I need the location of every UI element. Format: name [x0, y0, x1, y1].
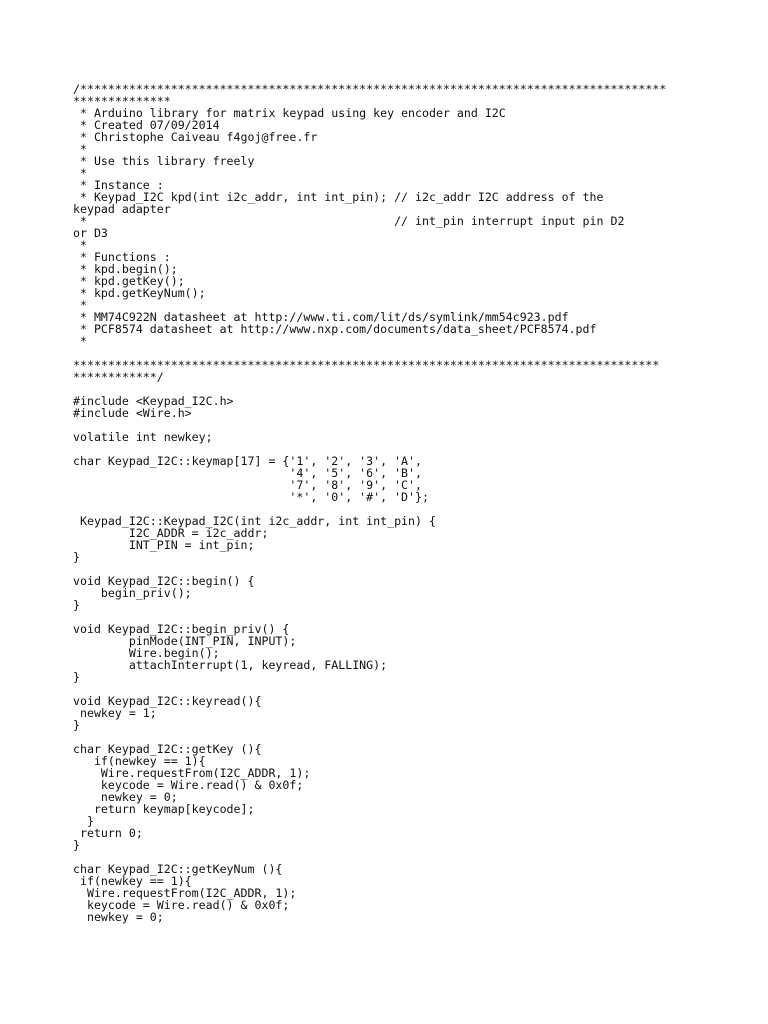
- code-line: * kpd.getKey();: [73, 274, 185, 288]
- code-line: * Functions :: [73, 250, 171, 264]
- code-line: keycode = Wire.read() & 0x0f;: [73, 898, 290, 912]
- code-line: return 0;: [73, 826, 143, 840]
- code-line: * Christophe Caiveau f4goj@free.fr: [73, 130, 318, 144]
- code-line: * // int_pin interrupt input pin D2: [73, 214, 625, 228]
- code-line: Wire.requestFrom(I2C_ADDR, 1);: [73, 886, 297, 900]
- code-line: *: [73, 298, 87, 312]
- code-line: or D3: [73, 226, 108, 240]
- code-line: * Keypad_I2C kpd(int i2c_addr, int int_pin); // i2c_addr I2C address of the: [73, 190, 604, 204]
- code-line: newkey = 0;: [73, 910, 164, 924]
- code-line: }: [73, 670, 80, 684]
- code-line: char Keypad_I2C::getKeyNum (){: [73, 862, 283, 876]
- code-line: * Arduino library for matrix keypad using key encoder and I2C: [73, 106, 506, 120]
- code-line: keypad adapter: [73, 202, 171, 216]
- code-listing: [73, 83, 703, 923]
- code-line: char Keypad_I2C::getKey (){: [73, 742, 262, 756]
- code-line: void Keypad_I2C::begin_priv() {: [73, 622, 290, 636]
- code-line: '4', '5', '6', 'B',: [73, 466, 423, 480]
- code-line: * MM74C922N datasheet at http://www.ti.com/lit/ds/symlink/mm54c923.pdf: [73, 310, 569, 324]
- code-line: }: [73, 550, 80, 564]
- code-line: Wire.requestFrom(I2C_ADDR, 1);: [73, 766, 311, 780]
- code-line: volatile int newkey;: [73, 430, 213, 444]
- code-line: }: [73, 598, 80, 612]
- code-line: Keypad_I2C::Keypad_I2C(int i2c_addr, int int_pin) {: [73, 514, 436, 528]
- code-line: Wire.begin();: [73, 646, 220, 660]
- code-line: pinMode(INT_PIN, INPUT);: [73, 634, 297, 648]
- code-line: }: [73, 838, 80, 852]
- code-line: * PCF8574 datasheet at http://www.nxp.com/documents/data_sheet/PCF8574.pdf: [73, 322, 597, 336]
- code-line: * Use this library freely: [73, 154, 255, 168]
- code-line: * Instance :: [73, 178, 164, 192]
- code-line: void Keypad_I2C::begin() {: [73, 574, 255, 588]
- code-line: *: [73, 166, 87, 180]
- code-line: '7', '8', '9', 'C',: [73, 478, 423, 492]
- code-line: begin_priv();: [73, 586, 192, 600]
- code-line: /************************************************************************************: [73, 82, 667, 96]
- code-line: }: [73, 814, 94, 828]
- code-line: }: [73, 718, 80, 732]
- code-line: * Created 07/09/2014: [73, 118, 220, 132]
- code-line: #include <Wire.h>: [73, 406, 192, 420]
- code-line: if(newkey == 1){: [73, 874, 192, 888]
- code-line: return keymap[keycode];: [73, 802, 255, 816]
- code-line: ************************************************************************************: [73, 358, 660, 372]
- code-line: #include <Keypad_I2C.h>: [73, 394, 234, 408]
- code-line: '*', '0', '#', 'D'};: [73, 490, 429, 504]
- code-line: if(newkey == 1){: [73, 754, 206, 768]
- code-line: I2C_ADDR = i2c_addr;: [73, 526, 269, 540]
- code-line: attachInterrupt(1, keyread, FALLING);: [73, 658, 388, 672]
- code-line: keycode = Wire.read() & 0x0f;: [73, 778, 304, 792]
- code-line: INT_PIN = int_pin;: [73, 538, 255, 552]
- code-line: newkey = 1;: [73, 706, 157, 720]
- code-line: newkey = 0;: [73, 790, 178, 804]
- code-line: **************: [73, 94, 171, 108]
- code-line: *: [73, 238, 87, 252]
- code-line: ************/: [73, 370, 164, 384]
- code-line: void Keypad_I2C::keyread(){: [73, 694, 262, 708]
- code-line: * kpd.begin();: [73, 262, 178, 276]
- code-line: * kpd.getKeyNum();: [73, 286, 206, 300]
- code-line: *: [73, 334, 87, 348]
- code-line: *: [73, 142, 87, 156]
- code-line: char Keypad_I2C::keymap[17] = {'1', '2', '3', 'A',: [73, 454, 423, 468]
